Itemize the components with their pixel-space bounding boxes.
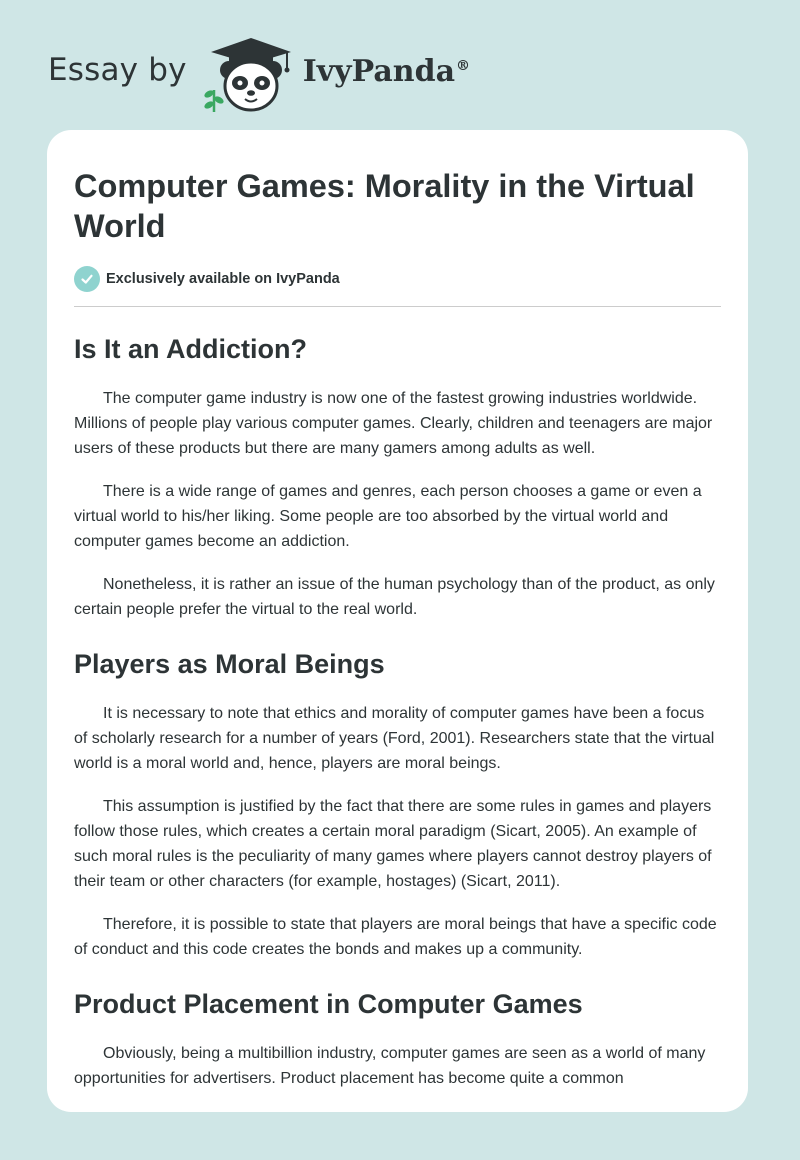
section-product-placement — [74, 986, 721, 1091]
brand-name-text: IvyPanda — [302, 53, 456, 89]
section-heading: Players as Moral Beings — [74, 649, 385, 679]
paragraph: Therefore, it is possible to state that players are moral beings that have a specific code of conduct and this code creates the bonds and makes up a community. — [74, 916, 717, 958]
badge-text: Exclusively available on IvyPanda — [106, 271, 340, 287]
brand-name[interactable] — [303, 54, 470, 89]
paragraph: Nonetheless, it is rather an issue of the human psychology than of the product, as only certain people prefer the virtual to the real world. — [74, 576, 715, 618]
paragraph: This assumption is justified by the fact that there are some rules in games and players follow those rules, which creates a certain moral paradigm (Sicart, 2005). An example of such moral rules is the peculiarity of many games where players cannot destroy players of their team or other characters (for example, hostages) (Sicart, 2011). — [74, 798, 712, 890]
section-moral-beings — [74, 646, 721, 962]
essay-title: Computer Games: Morality in the Virtual World — [74, 168, 695, 244]
section-heading: Is It an Addiction? — [74, 334, 307, 364]
divider — [74, 306, 721, 307]
paragraph: Obviously, being a multibillion industry, computer games are seen as a world of many opportunities for advertisers. Product placement has become quite a common — [74, 1045, 706, 1087]
site-header — [48, 30, 470, 116]
paragraph: The computer game industry is now one of the fastest growing industries worldwide. Millions of people play various computer games. Clearly, children and teenagers are major users of these products but there are many gamers among adults as well. — [74, 390, 713, 457]
paragraph: There is a wide range of games and genres, each person chooses a game or even a virtual world to his/her liking. Some people are too absorbed by the virtual world and computer games become an addiction. — [74, 483, 702, 550]
panda-logo-icon[interactable] — [199, 30, 299, 116]
paragraph: It is necessary to note that ethics and morality of computer games have been a focus of scholarly research for a number of years (Ford, 2001). Researchers state that the virtual world is a moral world and, hence, players are moral beings. — [74, 705, 715, 772]
section-addiction — [74, 331, 721, 622]
exclusive-badge — [74, 266, 721, 292]
registered-mark: ® — [456, 57, 471, 74]
section-heading: Product Placement in Computer Games — [74, 989, 583, 1019]
essay-card — [47, 130, 748, 1112]
brand-prefix: Essay by — [48, 52, 187, 88]
check-circle-icon — [74, 266, 100, 292]
